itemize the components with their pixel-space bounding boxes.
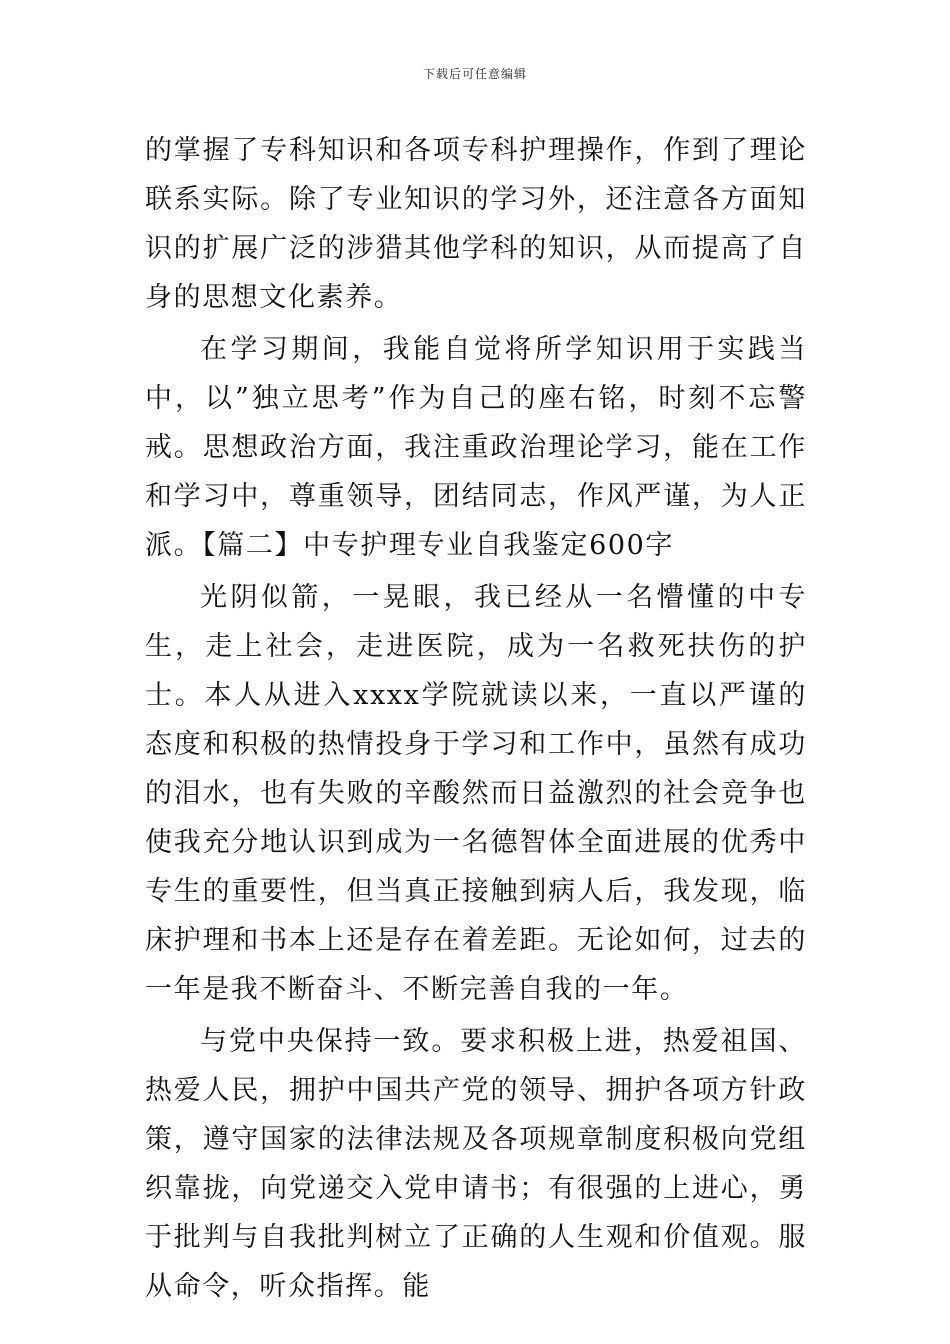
page-header: 下载后可任意编辑 bbox=[422, 67, 527, 81]
paragraph-2: 在学习期间，我能自觉将所学知识用于实践当中，以”独立思考”作为自己的座右铭，时刻不忘警戒。思想政治方面，我注重政治理论学习，能在工作和学习中，尊重领导，团结同志，作风严谨，为人正派。【篇二】中专护理专业自我鉴定600字 bbox=[145, 334, 807, 561]
paragraph-3: 光阴似箭，一晃眼，我已经从一名懵懂的中专生，走上社会，走进医院，成为一名救死扶伤的护士。本人从进入xxxx学院就读以来，一直以严谨的态度和积极的热情投身于学习和工作中，虽然有成功的泪水，也有失败的辛酸然而日益激烈的社会竞争也使我充分地认识到成为一名德智体全面进展的优秀中专生的重要性，但当真正接触到病人后，我发现，临床护理和书本上还是存在着差距。无论如何，过去的一年是我不断奋斗、不断完善自我的一年。 bbox=[145, 582, 807, 1005]
paragraph-4: 与党中央保持一致。要求积极上进，热爱祖国、热爱人民，拥护中国共产党的领导、拥护各项方针政策，遵守国家的法律法规及各项规章制度积极向党组织靠拢，向党递交入党申请书；有很强的上进心，勇于批判与自我批判树立了正确的人生观和价值观。服从命令，听众指挥。能 bbox=[145, 1026, 807, 1302]
paragraph-1: 的掌握了专科知识和各项专科护理操作，作到了理论联系实际。除了专业知识的学习外，还注意各方面知识的扩展广泛的涉猎其他学科的知识，从而提高了自身的思想文化素养。 bbox=[145, 135, 807, 313]
document-body bbox=[145, 126, 807, 1311]
